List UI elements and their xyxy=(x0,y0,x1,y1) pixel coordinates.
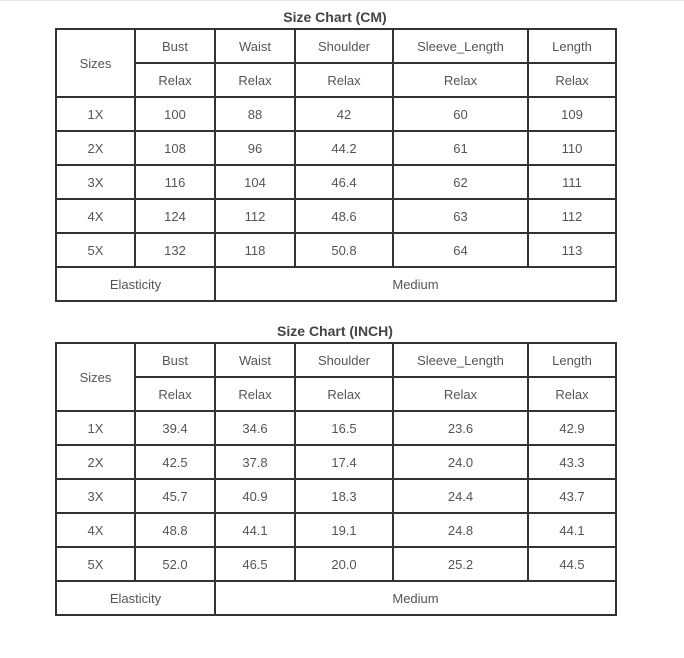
fit-cell: Relax xyxy=(135,377,215,411)
size-chart-inch xyxy=(55,320,615,616)
value-cell: 112 xyxy=(528,199,616,233)
value-cell: 108 xyxy=(135,131,215,165)
table-row xyxy=(56,97,616,131)
header-row xyxy=(56,29,616,63)
fit-cell: Relax xyxy=(528,63,616,97)
size-cell: 5X xyxy=(56,547,135,581)
value-cell: 18.3 xyxy=(295,479,393,513)
value-cell: 16.5 xyxy=(295,411,393,445)
value-cell: 88 xyxy=(215,97,295,131)
value-cell: 24.8 xyxy=(393,513,528,547)
elasticity-label: Elasticity xyxy=(56,267,215,301)
elasticity-row xyxy=(56,267,616,301)
fit-cell: Relax xyxy=(215,63,295,97)
header-row xyxy=(56,343,616,377)
value-cell: 132 xyxy=(135,233,215,267)
size-cell: 2X xyxy=(56,131,135,165)
value-cell: 61 xyxy=(393,131,528,165)
elasticity-value: Medium xyxy=(215,581,616,615)
top-edge-divider xyxy=(0,0,684,1)
size-cell: 1X xyxy=(56,97,135,131)
table-row xyxy=(56,479,616,513)
value-cell: 110 xyxy=(528,131,616,165)
value-cell: 96 xyxy=(215,131,295,165)
column-header-sleeve-length: Sleeve_Length xyxy=(393,343,528,377)
fit-cell: Relax xyxy=(393,377,528,411)
value-cell: 118 xyxy=(215,233,295,267)
fit-cell: Relax xyxy=(295,377,393,411)
fit-row xyxy=(56,377,616,411)
size-table xyxy=(55,342,617,616)
fit-cell: Relax xyxy=(295,63,393,97)
fit-cell: Relax xyxy=(135,63,215,97)
value-cell: 44.1 xyxy=(528,513,616,547)
value-cell: 48.8 xyxy=(135,513,215,547)
value-cell: 112 xyxy=(215,199,295,233)
value-cell: 124 xyxy=(135,199,215,233)
column-header-waist: Waist xyxy=(215,343,295,377)
value-cell: 46.5 xyxy=(215,547,295,581)
value-cell: 40.9 xyxy=(215,479,295,513)
value-cell: 62 xyxy=(393,165,528,199)
value-cell: 42.9 xyxy=(528,411,616,445)
elasticity-value: Medium xyxy=(215,267,616,301)
table-row xyxy=(56,233,616,267)
column-header-bust: Bust xyxy=(135,343,215,377)
column-header-shoulder: Shoulder xyxy=(295,29,393,63)
value-cell: 63 xyxy=(393,199,528,233)
value-cell: 19.1 xyxy=(295,513,393,547)
value-cell: 113 xyxy=(528,233,616,267)
value-cell: 44.5 xyxy=(528,547,616,581)
value-cell: 44.1 xyxy=(215,513,295,547)
value-cell: 42 xyxy=(295,97,393,131)
value-cell: 39.4 xyxy=(135,411,215,445)
fit-cell: Relax xyxy=(393,63,528,97)
fit-row xyxy=(56,63,616,97)
fit-cell: Relax xyxy=(528,377,616,411)
value-cell: 23.6 xyxy=(393,411,528,445)
table-row xyxy=(56,165,616,199)
table-row xyxy=(56,445,616,479)
elasticity-row xyxy=(56,581,616,615)
size-cell: 1X xyxy=(56,411,135,445)
size-cell: 3X xyxy=(56,479,135,513)
column-header-waist: Waist xyxy=(215,29,295,63)
chart-title: Size Chart (CM) xyxy=(283,9,387,25)
value-cell: 50.8 xyxy=(295,233,393,267)
table-row xyxy=(56,411,616,445)
value-cell: 111 xyxy=(528,165,616,199)
value-cell: 52.0 xyxy=(135,547,215,581)
column-header-sleeve-length: Sleeve_Length xyxy=(393,29,528,63)
value-cell: 45.7 xyxy=(135,479,215,513)
value-cell: 43.7 xyxy=(528,479,616,513)
size-cell: 5X xyxy=(56,233,135,267)
size-cell: 4X xyxy=(56,199,135,233)
value-cell: 24.0 xyxy=(393,445,528,479)
table-row xyxy=(56,513,616,547)
value-cell: 17.4 xyxy=(295,445,393,479)
value-cell: 24.4 xyxy=(393,479,528,513)
column-header-bust: Bust xyxy=(135,29,215,63)
value-cell: 116 xyxy=(135,165,215,199)
value-cell: 46.4 xyxy=(295,165,393,199)
value-cell: 25.2 xyxy=(393,547,528,581)
size-chart-cm xyxy=(55,6,615,302)
size-cell: 4X xyxy=(56,513,135,547)
size-table xyxy=(55,28,617,302)
chart-title: Size Chart (INCH) xyxy=(277,323,393,339)
table-row xyxy=(56,199,616,233)
fit-cell: Relax xyxy=(215,377,295,411)
sizes-header: Sizes xyxy=(56,343,135,411)
value-cell: 48.6 xyxy=(295,199,393,233)
value-cell: 109 xyxy=(528,97,616,131)
size-cell: 3X xyxy=(56,165,135,199)
value-cell: 104 xyxy=(215,165,295,199)
table-row xyxy=(56,547,616,581)
column-header-shoulder: Shoulder xyxy=(295,343,393,377)
value-cell: 37.8 xyxy=(215,445,295,479)
column-header-length: Length xyxy=(528,29,616,63)
elasticity-label: Elasticity xyxy=(56,581,215,615)
value-cell: 20.0 xyxy=(295,547,393,581)
column-header-length: Length xyxy=(528,343,616,377)
value-cell: 100 xyxy=(135,97,215,131)
value-cell: 34.6 xyxy=(215,411,295,445)
value-cell: 43.3 xyxy=(528,445,616,479)
value-cell: 60 xyxy=(393,97,528,131)
sizes-header: Sizes xyxy=(56,29,135,97)
value-cell: 42.5 xyxy=(135,445,215,479)
value-cell: 64 xyxy=(393,233,528,267)
value-cell: 44.2 xyxy=(295,131,393,165)
size-cell: 2X xyxy=(56,445,135,479)
table-row xyxy=(56,131,616,165)
